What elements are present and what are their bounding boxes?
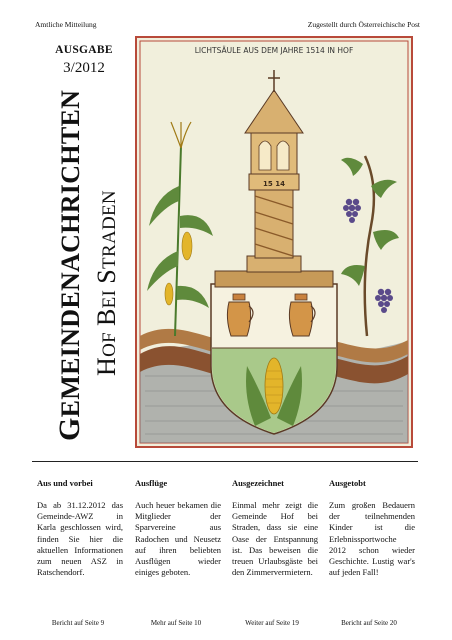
section-divider	[32, 461, 418, 462]
page-reference-2[interactable]: Mehr auf Seite 10	[150, 619, 202, 627]
teaser-column-1	[37, 478, 123, 578]
lantern-house	[251, 132, 297, 174]
artwork-inscription: LICHTSÄULE AUS DEM JAHRE 1514 IN HOF	[194, 46, 354, 55]
subtitle-word-initial: B	[92, 308, 121, 326]
column-pedestal	[215, 271, 333, 287]
subtitle-word-rest: EI	[99, 289, 120, 309]
subtitle-word-rest: OF	[99, 332, 120, 357]
issue-number: 3/2012	[63, 60, 105, 76]
teaser-text: Zum großen Bedauern der teilnehmenden Kinder ist die Erlebnissportwoche 2012 schon wieder Geschichte. Lustig war's auf jeden Fall!	[329, 500, 415, 578]
teaser-column-4	[329, 478, 415, 578]
subtitle-word-initial: S	[92, 268, 121, 284]
page-reference-4[interactable]: Bericht auf Seite 20	[341, 619, 397, 627]
masthead-title	[53, 90, 87, 441]
teaser-text: Einmal mehr zeigt die Gemeinde Hof bei Straden, dass sie eine Oase der Entspannung ist. Das beweisen die treuen Urlaubsgäste bei den Zimmervermietern.	[232, 500, 318, 578]
issue-label: AUSGABE	[55, 44, 113, 56]
header-right-text: Zugestellt durch Österreichische Post	[307, 20, 420, 29]
lantern-window-right	[277, 141, 289, 170]
column-date: 15 14	[263, 180, 285, 188]
subtitle-word-initial: H	[92, 356, 121, 376]
lantern-window-left	[259, 141, 271, 170]
teaser-heading: Ausgezeichnet	[232, 478, 284, 488]
page-reference-3[interactable]: Weiter auf Seite 19	[245, 619, 299, 627]
subtitle-word-rest: TRADEN	[99, 190, 120, 269]
coat-of-arms-illustration	[135, 36, 413, 448]
teaser-text: Auch heuer bekamen die Mitglieder der Sparvereine aus Radochen und Neusetz auf ihren beliebten Ausflügen wieder einiges geboten.	[135, 500, 221, 578]
teaser-text: Da ab 31.12.2012 das Gemeinde-AWZ in Karla geschlossen wird, finden Sie hier die aktuellen Informationen zum neuen ASZ in Ratschendorf.	[37, 500, 123, 578]
teaser-heading: Aus und vorbei	[37, 478, 93, 488]
page-reference-1[interactable]: Bericht auf Seite 9	[51, 619, 105, 627]
teaser-column-3	[232, 478, 318, 578]
teaser-heading: Ausflüge	[135, 478, 168, 488]
title-main-initial: G	[53, 417, 86, 441]
header-left-text: Amtliche Mitteilung	[35, 20, 97, 29]
teaser-column-2	[135, 478, 221, 578]
masthead-subtitle	[92, 190, 122, 376]
title-main-rest: EMEINDENACHRICHTEN	[56, 89, 85, 418]
teaser-heading: Ausgetobt	[329, 478, 366, 488]
